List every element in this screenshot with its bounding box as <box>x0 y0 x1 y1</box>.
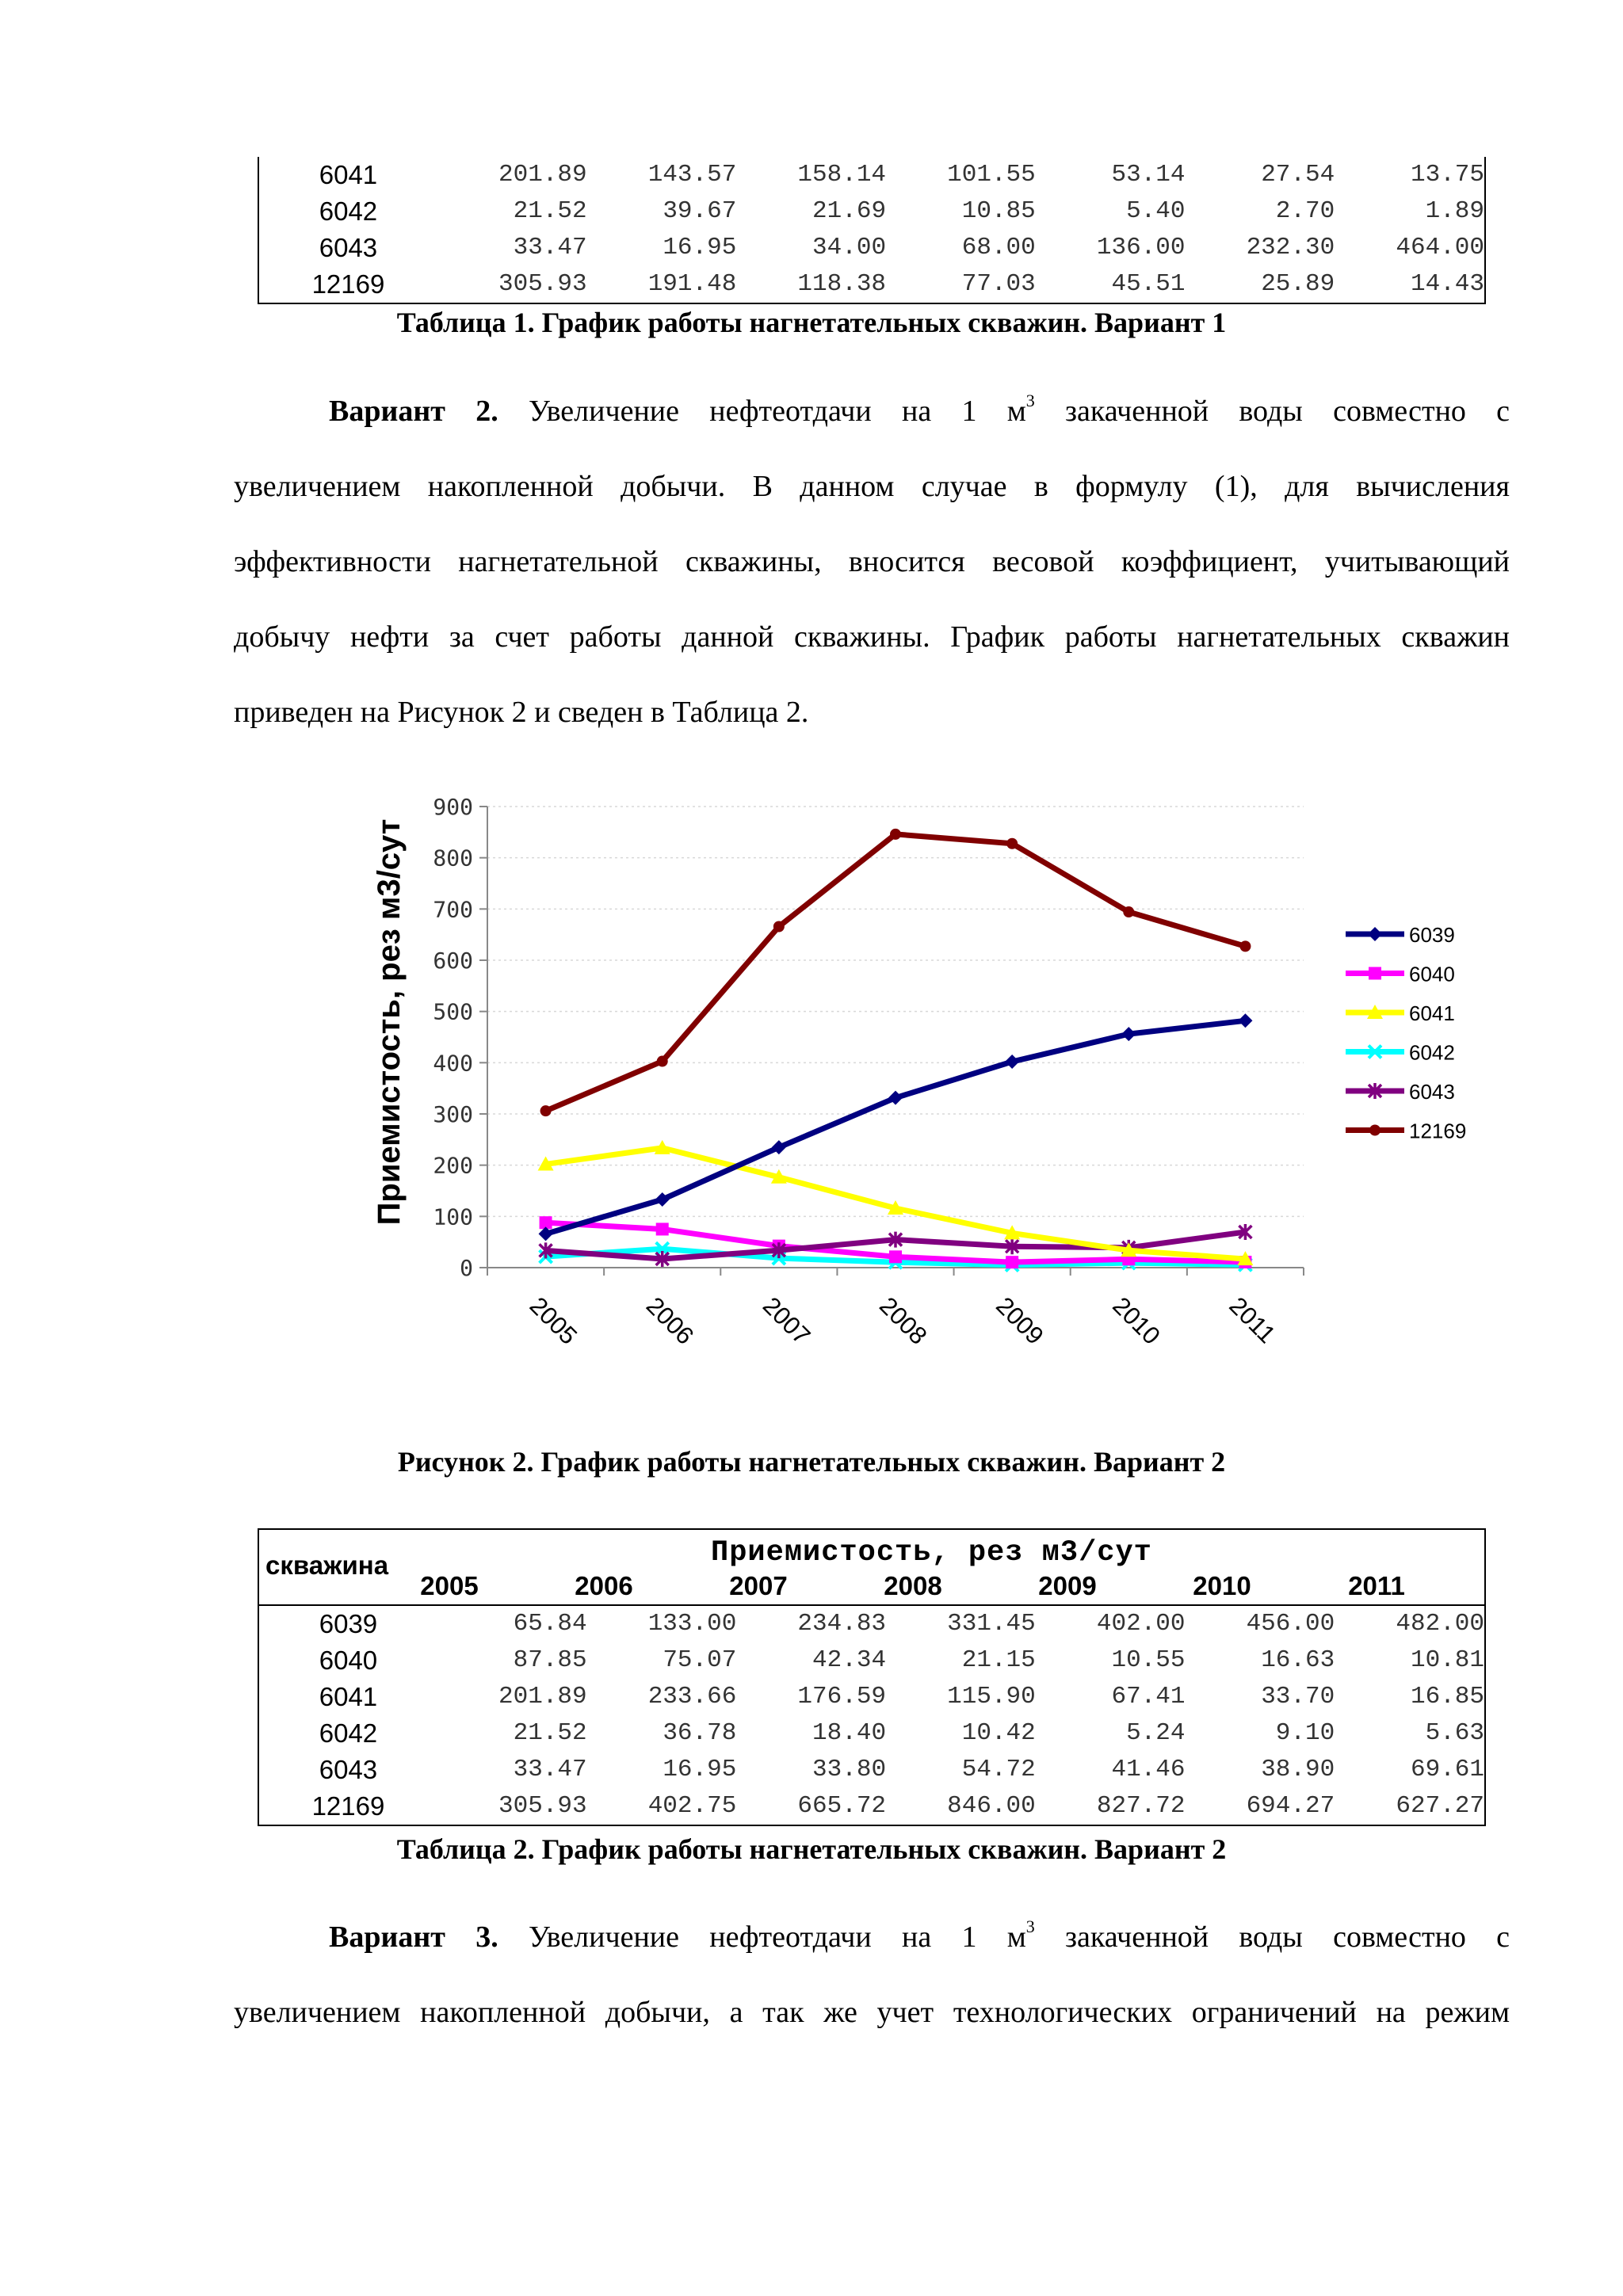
legend-label: 6043 <box>1409 1080 1455 1104</box>
variant3-heading: Вариант 3. <box>329 1920 498 1954</box>
value-cell: 665.72 <box>797 1792 887 1820</box>
value-cell: 33.70 <box>1261 1683 1335 1711</box>
data-point <box>1121 1027 1136 1041</box>
table2-group-header: Приемистость, рез м3/сут <box>711 1536 1152 1569</box>
table-row <box>258 1715 1485 1752</box>
value-cell: 14.43 <box>1410 270 1484 298</box>
figure2-caption: Рисунок 2. График работы нагнетательных скважин. Вариант 2 <box>397 1446 1226 1478</box>
table2-year-header: 2007 <box>729 1571 788 1600</box>
legend-item <box>1346 1119 1466 1143</box>
value-cell: 2.70 <box>1275 197 1335 225</box>
table-row <box>258 1642 1485 1679</box>
value-cell: 118.38 <box>797 270 887 298</box>
value-cell: 233.66 <box>647 1683 737 1711</box>
variant3-line1-b: закаченной воды совместно с <box>1065 1920 1510 1954</box>
value-cell: 143.57 <box>647 161 737 189</box>
table2-year-header: 2008 <box>884 1571 942 1600</box>
data-point <box>1005 1055 1019 1069</box>
well-id-cell: 6042 <box>319 1718 378 1748</box>
data-point <box>1369 967 1381 980</box>
legend-label: 6039 <box>1409 923 1455 947</box>
value-cell: 16.95 <box>663 234 737 261</box>
data-point <box>890 829 901 840</box>
data-point <box>657 1056 668 1067</box>
y-tick-label: 500 <box>433 998 473 1025</box>
x-tick-label: 2009 <box>991 1291 1049 1350</box>
value-cell: 33.47 <box>513 1756 587 1783</box>
value-cell: 627.27 <box>1396 1792 1484 1820</box>
value-cell: 5.24 <box>1126 1719 1186 1747</box>
data-point <box>1369 1125 1381 1136</box>
y-tick-label: 300 <box>433 1101 473 1127</box>
value-cell: 10.42 <box>961 1719 1036 1747</box>
y-tick-label: 200 <box>433 1152 473 1179</box>
data-point <box>1239 940 1251 952</box>
variant3-line-1 <box>234 1900 1510 1975</box>
well-id-cell: 12169 <box>311 269 385 299</box>
value-cell: 42.34 <box>812 1646 887 1674</box>
value-cell: 158.14 <box>797 161 887 189</box>
table-row <box>258 1679 1485 1715</box>
value-cell: 694.27 <box>1246 1792 1335 1820</box>
y-tick-label: 600 <box>433 948 473 974</box>
value-cell: 10.55 <box>1111 1646 1186 1674</box>
value-cell: 65.84 <box>513 1610 587 1638</box>
legend-label: 6041 <box>1409 1001 1455 1025</box>
value-cell: 16.95 <box>663 1756 737 1783</box>
table2-year-header: 2009 <box>1038 1571 1097 1600</box>
value-cell: 305.93 <box>498 270 587 298</box>
value-cell: 16.63 <box>1261 1646 1335 1674</box>
series-line <box>546 834 1246 1111</box>
value-cell: 38.90 <box>1261 1756 1335 1783</box>
well-id-cell: 6043 <box>319 1755 378 1784</box>
value-cell: 305.93 <box>498 1792 587 1820</box>
variant2-line-4: добычу нефти за счет работы данной скважины. График работы нагнетательных скважин <box>234 620 1510 654</box>
value-cell: 25.89 <box>1261 270 1335 298</box>
x-tick-label: 2010 <box>1107 1291 1166 1350</box>
well-id-cell: 12169 <box>311 1791 385 1821</box>
well-id-cell: 6040 <box>319 1646 378 1675</box>
table2-year-header: 2006 <box>575 1571 633 1600</box>
value-cell: 45.51 <box>1111 270 1186 298</box>
value-cell: 402.75 <box>647 1792 737 1820</box>
value-cell: 68.00 <box>961 234 1036 261</box>
value-cell: 456.00 <box>1246 1610 1335 1638</box>
well-id-cell: 6041 <box>319 1682 378 1711</box>
data-point <box>540 1105 552 1116</box>
variant2-heading: Вариант 2. <box>329 395 498 428</box>
x-tick-label: 2005 <box>524 1291 583 1350</box>
legend-item <box>1346 1001 1455 1025</box>
variant3-paragraph <box>234 1900 1510 2050</box>
variant2-line-3: эффективности нагнетательной скважины, вносится весовой коэффициент, учитывающий <box>234 545 1510 578</box>
value-cell: 54.72 <box>961 1756 1036 1783</box>
table2-year-header: 2005 <box>420 1571 479 1600</box>
chart-y-axis-label: Приемистость, рез м3/сут <box>372 818 407 1226</box>
well-id-cell: 6039 <box>319 1609 378 1638</box>
value-cell: 201.89 <box>498 1683 587 1711</box>
well-id-cell: 6043 <box>319 233 378 262</box>
y-tick-label: 100 <box>433 1203 473 1230</box>
value-cell: 39.67 <box>663 197 737 225</box>
table2-year-header: 2010 <box>1193 1571 1251 1600</box>
data-point <box>773 921 785 933</box>
data-point <box>1123 906 1134 917</box>
value-cell: 33.47 <box>513 234 587 261</box>
value-cell: 331.45 <box>947 1610 1036 1638</box>
value-cell: 10.85 <box>961 197 1036 225</box>
value-cell: 1.89 <box>1425 197 1484 225</box>
value-cell: 41.46 <box>1111 1756 1186 1783</box>
value-cell: 34.00 <box>812 234 887 261</box>
legend-label: 12169 <box>1409 1119 1467 1143</box>
value-cell: 234.83 <box>797 1610 887 1638</box>
data-point <box>1006 838 1018 849</box>
legend-item <box>1346 923 1455 947</box>
data-point <box>889 1250 902 1263</box>
value-cell: 33.80 <box>812 1756 887 1783</box>
value-cell: 846.00 <box>947 1792 1036 1820</box>
value-cell: 9.10 <box>1275 1719 1335 1747</box>
value-cell: 5.40 <box>1126 197 1186 225</box>
value-cell: 402.00 <box>1096 1610 1186 1638</box>
y-tick-label: 700 <box>433 896 473 923</box>
variant2-line-2: увеличением накопленной добычи. В данном случае в формулу (1), для вычисления <box>234 470 1510 503</box>
table2-header <box>258 1528 1486 1606</box>
value-cell: 87.85 <box>513 1646 587 1674</box>
variant2-line1-a: Увеличение нефтеотдачи на 1 м <box>528 395 1026 428</box>
table2 <box>258 1606 1486 1826</box>
value-cell: 18.40 <box>812 1719 887 1747</box>
x-tick-label: 2008 <box>874 1291 933 1350</box>
legend-label: 6040 <box>1409 962 1455 986</box>
value-cell: 21.15 <box>961 1646 1036 1674</box>
data-point <box>1006 1256 1018 1268</box>
table2-well-header: скважина <box>265 1550 389 1580</box>
variant3-line-2: увеличением накопленной добычи, а так же учет технологических ограничений на режим <box>234 1996 1510 2029</box>
value-cell: 69.61 <box>1410 1756 1484 1783</box>
legend-label: 6042 <box>1409 1040 1455 1065</box>
value-cell: 36.78 <box>663 1719 737 1747</box>
value-cell: 67.41 <box>1111 1683 1186 1711</box>
value-cell: 191.48 <box>647 270 737 298</box>
legend-item <box>1346 963 1455 986</box>
legend-item <box>1346 1080 1455 1104</box>
data-point <box>1238 1013 1252 1028</box>
value-cell: 464.00 <box>1396 234 1484 261</box>
table-row <box>258 1752 1485 1788</box>
well-id-cell: 6041 <box>319 160 378 189</box>
value-cell: 75.07 <box>663 1646 737 1674</box>
table-row <box>258 1788 1485 1825</box>
value-cell: 232.30 <box>1246 234 1335 261</box>
table2-caption: Таблица 2. График работы нагнетательных скважин. Вариант 2 <box>396 1833 1227 1865</box>
variant2-line-5: приведен на Рисунок 2 и сведен в Таблица 2. <box>234 696 809 729</box>
value-cell: 201.89 <box>498 161 587 189</box>
value-cell: 13.75 <box>1410 161 1484 189</box>
value-cell: 136.00 <box>1096 234 1186 261</box>
variant3-line1-sup: 3 <box>1025 1917 1035 1936</box>
value-cell: 21.69 <box>812 197 887 225</box>
chart-legend <box>1346 923 1466 1143</box>
table2-year-header: 2011 <box>1348 1571 1405 1600</box>
value-cell: 115.90 <box>947 1683 1036 1711</box>
legend-item <box>1346 1041 1455 1065</box>
variant2-line1-sup: 3 <box>1025 391 1035 410</box>
value-cell: 27.54 <box>1261 161 1335 189</box>
value-cell: 77.03 <box>961 270 1036 298</box>
value-cell: 133.00 <box>647 1610 737 1638</box>
data-point <box>1368 927 1382 941</box>
well-id-cell: 6042 <box>319 196 378 226</box>
value-cell: 21.52 <box>513 1719 587 1747</box>
value-cell: 21.52 <box>513 197 587 225</box>
series-12169 <box>540 829 1251 1116</box>
value-cell: 827.72 <box>1096 1792 1186 1820</box>
table1-caption: Таблица 1. График работы нагнетательных скважин. Вариант 1 <box>396 307 1227 338</box>
value-cell: 101.55 <box>947 161 1036 189</box>
variant2-line1-b: закаченной воды совместно с <box>1065 395 1510 428</box>
y-tick-label: 0 <box>460 1255 473 1281</box>
y-tick-label: 900 <box>433 794 473 820</box>
x-tick-label: 2011 <box>1224 1291 1281 1349</box>
variant3-line1-a: Увеличение нефтеотдачи на 1 м <box>528 1920 1026 1954</box>
value-cell: 176.59 <box>797 1683 887 1711</box>
table-row <box>258 1606 1485 1642</box>
x-tick-label: 2007 <box>757 1291 816 1350</box>
y-tick-label: 400 <box>433 1050 473 1077</box>
value-cell: 5.63 <box>1425 1719 1484 1747</box>
value-cell: 53.14 <box>1111 161 1186 189</box>
y-tick-label: 800 <box>433 845 473 871</box>
chart-series <box>538 829 1254 1272</box>
value-cell: 16.85 <box>1410 1683 1484 1711</box>
value-cell: 10.81 <box>1410 1646 1484 1674</box>
data-point <box>656 1222 669 1235</box>
x-tick-label: 2006 <box>640 1291 700 1350</box>
value-cell: 482.00 <box>1396 1610 1484 1638</box>
